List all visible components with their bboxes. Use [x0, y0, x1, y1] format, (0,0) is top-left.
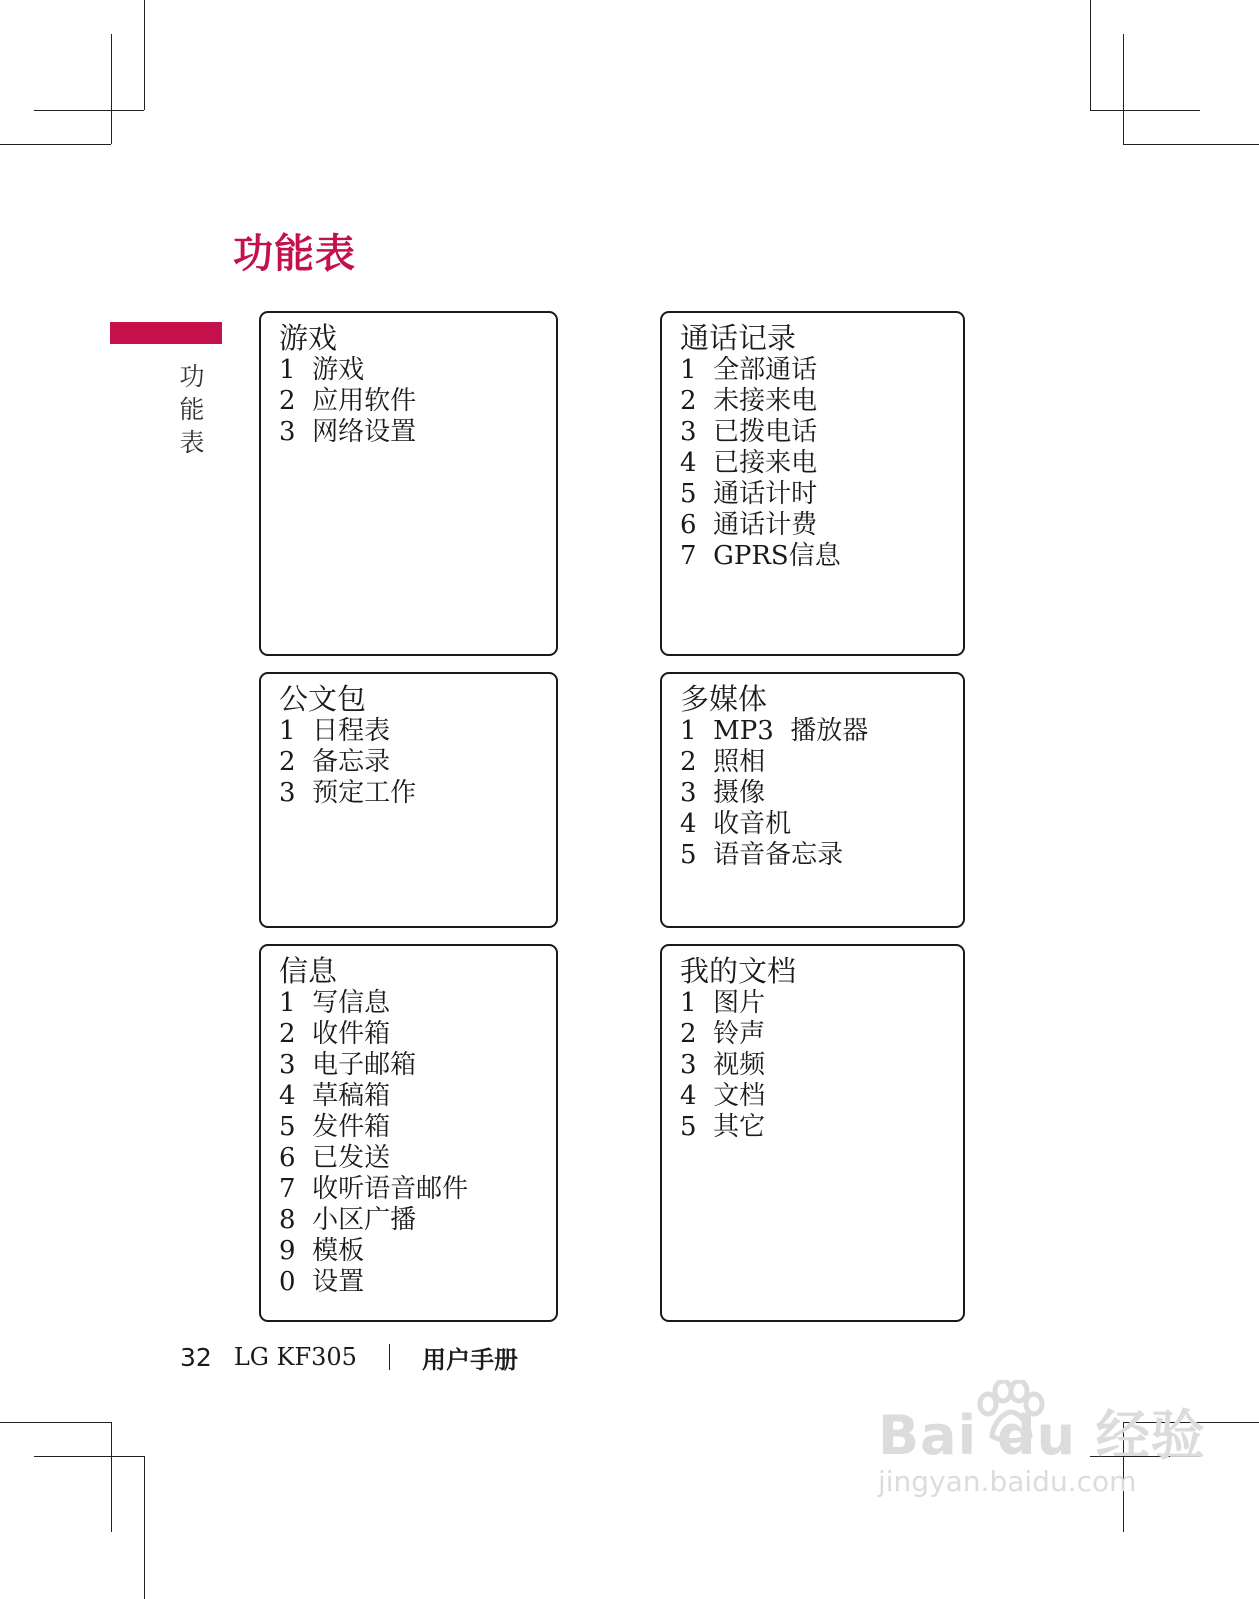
crop-mark	[1123, 144, 1259, 145]
menu-item: 1 日程表	[279, 716, 391, 746]
menu-item: 1 游戏	[279, 355, 365, 385]
menu-item: 5 语音备忘录	[680, 840, 844, 870]
menu-item: 3 摄像	[680, 778, 766, 808]
crop-mark	[34, 1456, 144, 1457]
menu-item: 4 收音机	[680, 809, 792, 839]
crop-mark	[1090, 0, 1091, 110]
page-footer	[180, 1340, 518, 1374]
menu-box-games	[259, 311, 558, 656]
paw-icon	[972, 1380, 1048, 1446]
section-accent-bar	[110, 322, 222, 344]
baidu-watermark	[878, 1380, 1206, 1498]
menu-item: 3 电子邮箱	[279, 1050, 417, 1080]
watermark-brand: Bai du 经验	[878, 1404, 1206, 1467]
menu-box-my-stuff	[660, 944, 965, 1322]
crop-mark	[144, 0, 145, 110]
menu-item: 2 铃声	[680, 1019, 766, 1049]
menu-item: 7 GPRS信息	[680, 541, 841, 571]
menu-item: 2 备忘录	[279, 747, 391, 777]
menu-box-title: 通话记录	[680, 321, 797, 355]
menu-item: 6 通话计费	[680, 510, 818, 540]
menu-item: 3 已拨电话	[680, 417, 818, 447]
menu-box-call-log	[660, 311, 965, 656]
menu-item: 5 其它	[680, 1112, 766, 1142]
menu-box-messaging	[259, 944, 558, 1322]
menu-item: 2 收件箱	[279, 1019, 391, 1049]
footer-divider	[389, 1344, 390, 1370]
menu-box-title: 公文包	[279, 682, 367, 716]
crop-mark	[1123, 34, 1124, 144]
menu-item: 1 图片	[680, 988, 766, 1018]
menu-item: 5 发件箱	[279, 1112, 391, 1142]
menu-box-title: 多媒体	[680, 682, 768, 716]
menu-item: 9 模板	[279, 1236, 365, 1266]
menu-box-title: 信息	[279, 954, 338, 988]
menu-item: 1 全部通话	[680, 355, 818, 385]
menu-item: 1 MP3 播放器	[680, 716, 869, 746]
side-label-char: 功	[179, 362, 205, 391]
menu-item: 4 已接来电	[680, 448, 818, 478]
menu-item: 4 草稿箱	[279, 1081, 391, 1111]
menu-item: 3 预定工作	[279, 778, 417, 808]
menu-item: 2 未接来电	[680, 386, 818, 416]
menu-item: 5 通话计时	[680, 479, 818, 509]
menu-item: 6 已发送	[279, 1143, 391, 1173]
menu-item: 3 视频	[680, 1050, 766, 1080]
menu-item: 2 应用软件	[279, 386, 417, 416]
model-name: LG KF305	[233, 1343, 357, 1371]
crop-mark	[144, 1456, 145, 1599]
crop-mark	[1090, 110, 1200, 111]
crop-mark	[111, 1422, 112, 1532]
page-title: 功能表	[233, 231, 356, 277]
menu-box-title: 游戏	[279, 321, 338, 355]
menu-item: 8 小区广播	[279, 1205, 417, 1235]
menu-item: 7 收听语音邮件	[279, 1174, 469, 1204]
menu-item: 1 写信息	[279, 988, 391, 1018]
menu-item: 4 文档	[680, 1081, 766, 1111]
crop-mark	[111, 34, 112, 144]
menu-box-organiser	[259, 672, 558, 928]
side-label-char: 表	[179, 428, 205, 457]
menu-box-title: 我的文档	[680, 954, 797, 988]
menu-item: 3 网络设置	[279, 417, 417, 447]
watermark-url: jingyan.baidu.com	[878, 1465, 1137, 1498]
menu-item: 0 设置	[279, 1267, 365, 1297]
side-section-label	[178, 360, 206, 459]
menu-box-multimedia	[660, 672, 965, 928]
side-label-char: 能	[179, 395, 205, 424]
crop-mark	[34, 110, 144, 111]
page-number: 32	[180, 1342, 212, 1372]
manual-label: 用户手册	[421, 1345, 518, 1374]
crop-mark	[0, 1422, 111, 1423]
menu-item: 2 照相	[680, 747, 766, 777]
crop-mark	[0, 144, 111, 145]
